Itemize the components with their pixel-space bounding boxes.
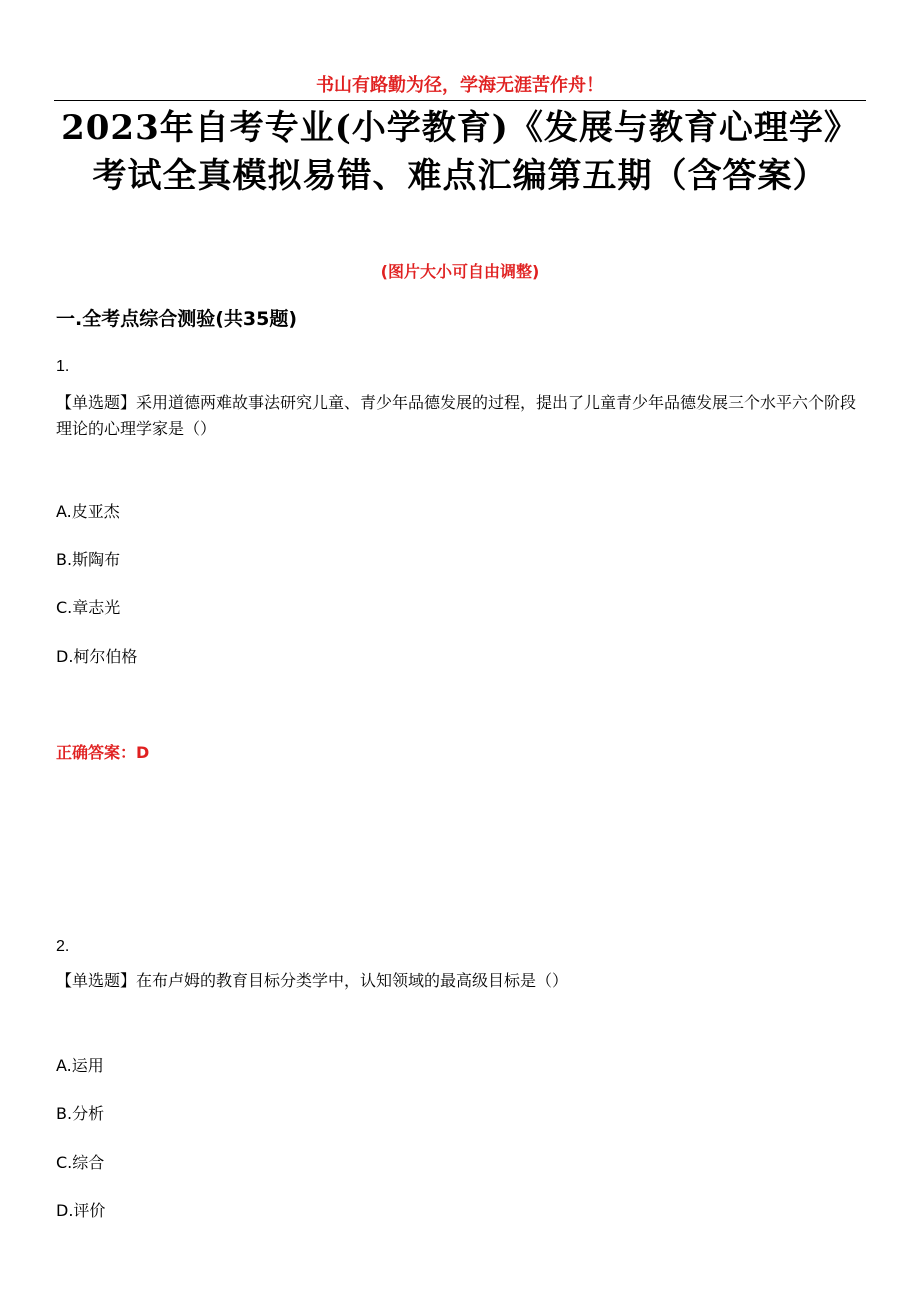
question-2-option-c: C.综合	[56, 1153, 105, 1172]
question-2-option-b: B.分析	[56, 1104, 105, 1123]
section-heading: 一.全考点综合测验(共35题)	[56, 308, 298, 330]
question-1-option-c: C.章志光	[56, 598, 121, 617]
question-2-option-d: D.评价	[56, 1201, 106, 1220]
header-divider	[54, 100, 866, 101]
question-1-option-d: D.柯尔伯格	[56, 647, 138, 666]
question-2-text: 【单选题】在布卢姆的教育目标分类学中，认知领域的最高级目标是（）	[56, 971, 569, 990]
page-motto: 书山有路勤为径，学海无涯苦作舟！	[316, 75, 604, 96]
question-1-answer: 正确答案：D	[56, 743, 150, 762]
question-1-number: 1.	[56, 358, 70, 375]
image-size-note: (图片大小可自由调整)	[380, 262, 540, 281]
question-1-text: 【单选题】采用道德两难故事法研究儿童、青少年品德发展的过程，提出了儿童青少年品德发展三个水平六个阶段理论的心理学家是（）	[56, 393, 857, 438]
document-title: 2023年自考专业(小学教育)《发展与教育心理学》考试全真模拟易错、难点汇编第五期（含答案）	[61, 108, 859, 196]
question-2-option-a: A.运用	[56, 1056, 104, 1075]
question-2-number: 2.	[56, 938, 70, 955]
question-1-option-b: B.斯陶布	[56, 550, 121, 569]
question-1-option-a: A.皮亚杰	[56, 502, 120, 521]
